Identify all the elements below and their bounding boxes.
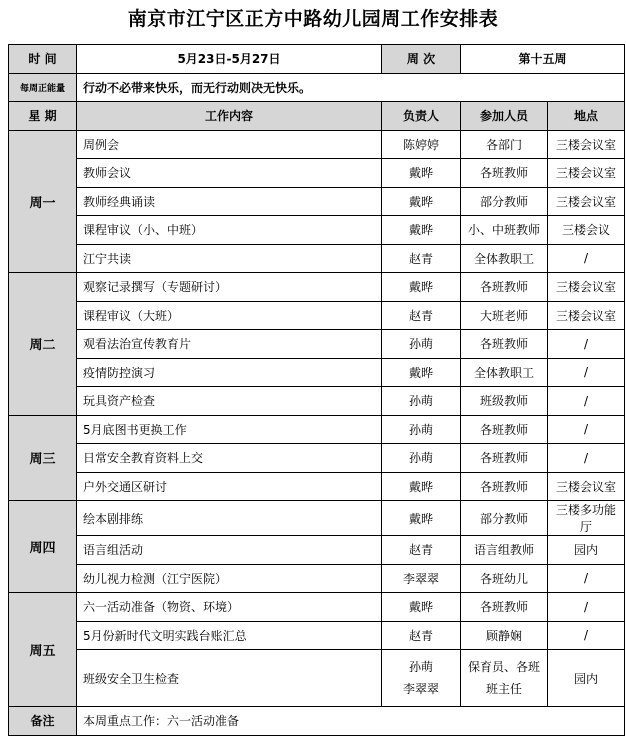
task-location: /	[548, 244, 625, 273]
task-location: 三楼会议	[548, 216, 625, 245]
day-wednesday: 周三	[9, 415, 77, 501]
participants-line: 保育员、各班	[467, 660, 540, 674]
table-row	[9, 650, 625, 707]
week-value: 第十五周	[461, 45, 625, 74]
task-location: 园内	[548, 536, 625, 565]
task-content: 教师会议	[77, 159, 382, 188]
task-participants: 各班教师	[461, 444, 548, 473]
motto-text: 行动不必带来快乐，而无行动则决无快乐。	[77, 73, 625, 102]
task-content: 江宁共读	[77, 244, 382, 273]
task-participants: 大班老师	[461, 301, 548, 330]
task-participants: 各班教师	[461, 415, 548, 444]
task-owner: 戴晔	[382, 358, 461, 387]
table-row	[9, 301, 625, 330]
table-row	[9, 444, 625, 473]
task-owner: 孙萌	[382, 415, 461, 444]
remarks-text: 本周重点工作：六一活动准备	[77, 707, 625, 736]
task-owner: 戴晔	[382, 273, 461, 302]
task-content: 疫情防控演习	[77, 358, 382, 387]
schedule-table	[8, 44, 625, 736]
task-participants: 全体教职工	[461, 244, 548, 273]
owner-line: 李翠翠	[402, 682, 439, 696]
task-participants: 各班幼儿	[461, 564, 548, 593]
task-owner: 孙萌	[382, 387, 461, 416]
task-location: 三楼多功能厅	[548, 501, 625, 536]
task-participants: 顾静娴	[461, 621, 548, 650]
task-location: /	[548, 415, 625, 444]
task-location: /	[548, 387, 625, 416]
table-row	[9, 564, 625, 593]
task-content: 幼儿视力检测（江宁医院）	[77, 564, 382, 593]
task-participants: 全体教职工	[461, 358, 548, 387]
task-owner: 戴晔	[382, 593, 461, 622]
task-content: 玩具资产检查	[77, 387, 382, 416]
task-participants: 部分教师	[461, 187, 548, 216]
task-content: 日常安全教育资料上交	[77, 444, 382, 473]
task-content: 教师经典诵读	[77, 187, 382, 216]
task-participants: 小、中班教师	[461, 216, 548, 245]
task-content: 绘本剧排练	[77, 501, 382, 536]
task-owner: 赵青	[382, 244, 461, 273]
task-location: 园内	[548, 650, 625, 707]
task-owner: 戴晔	[382, 501, 461, 536]
task-owner: 赵青	[382, 536, 461, 565]
remarks-row	[9, 707, 625, 736]
task-owner: 赵青	[382, 301, 461, 330]
task-content: 观察记录撰写（专题研讨）	[77, 273, 382, 302]
task-location: /	[548, 358, 625, 387]
table-row	[9, 472, 625, 501]
task-location: /	[548, 444, 625, 473]
task-content: 课程审议（大班）	[77, 301, 382, 330]
task-owner: 陈婷婷	[382, 130, 461, 159]
task-location: /	[548, 621, 625, 650]
table-row	[9, 593, 625, 622]
task-owner: 孙萌	[382, 444, 461, 473]
motto-row	[9, 73, 625, 102]
motto-label: 每周正能量	[9, 73, 77, 102]
col-owner: 负责人	[382, 102, 461, 131]
task-owner: 赵青	[382, 621, 461, 650]
task-participants: 各班教师	[461, 330, 548, 359]
table-row	[9, 330, 625, 359]
task-owner: 戴晔	[382, 216, 461, 245]
task-location: 三楼会议室	[548, 159, 625, 188]
table-row	[9, 159, 625, 188]
task-owner: 孙萌	[382, 330, 461, 359]
header-row	[9, 45, 625, 74]
task-participants: 部分教师	[461, 501, 548, 536]
task-content: 六一活动准备（物资、环境）	[77, 593, 382, 622]
week-label: 周 次	[382, 45, 461, 74]
table-row	[9, 536, 625, 565]
day-friday: 周五	[9, 593, 77, 707]
task-owner	[382, 650, 461, 707]
task-location: 三楼会议室	[548, 273, 625, 302]
remarks-label: 备注	[9, 707, 77, 736]
task-participants: 各部门	[461, 130, 548, 159]
table-row	[9, 621, 625, 650]
task-location: /	[548, 593, 625, 622]
task-participants: 各班教师	[461, 273, 548, 302]
task-owner: 李翠翠	[382, 564, 461, 593]
task-content: 语言组活动	[77, 536, 382, 565]
task-content: 5月份新时代文明实践台账汇总	[77, 621, 382, 650]
table-row	[9, 187, 625, 216]
table-row	[9, 130, 625, 159]
task-participants: 各班教师	[461, 472, 548, 501]
task-content: 周例会	[77, 130, 382, 159]
day-thursday: 周四	[9, 501, 77, 593]
col-participants: 参加人员	[461, 102, 548, 131]
owner-line: 孙萌	[408, 660, 433, 674]
task-participants: 各班教师	[461, 593, 548, 622]
task-location: /	[548, 564, 625, 593]
task-owner: 戴晔	[382, 187, 461, 216]
task-participants	[461, 650, 548, 707]
task-location: 三楼会议室	[548, 472, 625, 501]
time-label: 时 间	[9, 45, 77, 74]
day-tuesday: 周二	[9, 273, 77, 416]
table-row	[9, 415, 625, 444]
task-location: 三楼会议室	[548, 301, 625, 330]
task-participants: 各班教师	[461, 159, 548, 188]
task-content: 户外交通区研讨	[77, 472, 382, 501]
col-content: 工作内容	[77, 102, 382, 131]
task-content: 课程审议（小、中班）	[77, 216, 382, 245]
task-location: 三楼会议室	[548, 187, 625, 216]
col-day: 星 期	[9, 102, 77, 131]
table-row	[9, 358, 625, 387]
col-location: 地点	[548, 102, 625, 131]
task-owner: 戴晔	[382, 472, 461, 501]
task-owner: 戴晔	[382, 159, 461, 188]
task-participants: 语言组教师	[461, 536, 548, 565]
day-monday: 周一	[9, 130, 77, 273]
column-header-row	[9, 102, 625, 131]
task-location: /	[548, 330, 625, 359]
table-row	[9, 501, 625, 536]
task-location: 三楼会议室	[548, 130, 625, 159]
task-participants: 班级教师	[461, 387, 548, 416]
table-row	[9, 273, 625, 302]
page-title: 南京市江宁区正方中路幼儿园周工作安排表	[127, 8, 499, 30]
task-content: 5月底图书更换工作	[77, 415, 382, 444]
table-row	[9, 387, 625, 416]
table-row	[9, 216, 625, 245]
participants-line: 班主任	[485, 682, 522, 696]
task-content: 班级安全卫生检查	[77, 650, 382, 707]
table-row	[9, 244, 625, 273]
date-range: 5月23日-5月27日	[77, 45, 382, 74]
task-content: 观看法治宣传教育片	[77, 330, 382, 359]
